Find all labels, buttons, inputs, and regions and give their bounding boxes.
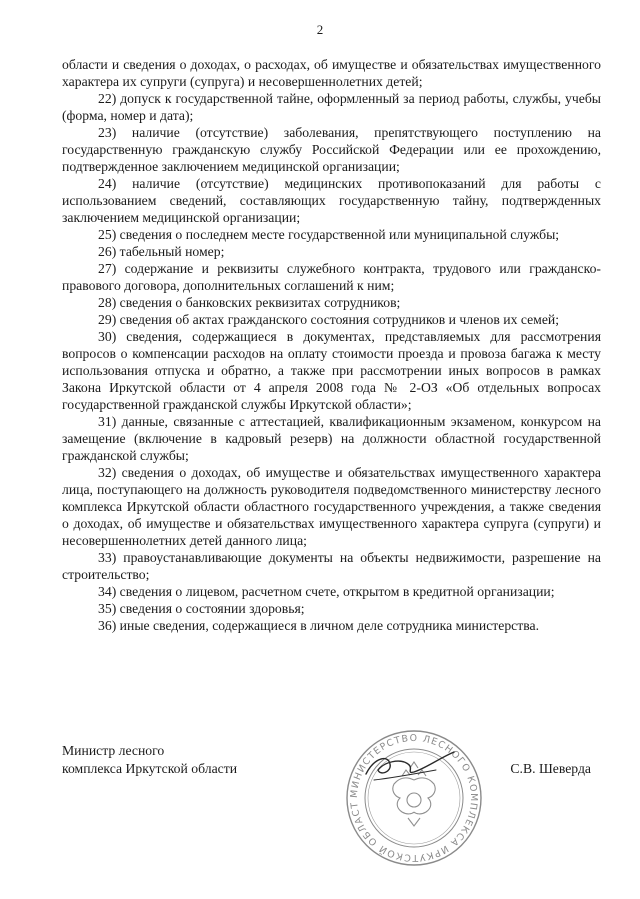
document-body <box>62 56 601 634</box>
list-item: 27) содержание и реквизиты служебного контракта, трудового или гражданско-правового договора, дополнительных соглашений к ним; <box>62 261 601 293</box>
list-item: 28) сведения о банковских реквизитах сотрудников; <box>98 295 401 310</box>
continuation-paragraph: области и сведения о доходах, о расходах, об имуществе и обязательствах имущественного характера их супруги (супруга) и несовершеннолетних детей; <box>62 57 601 89</box>
list-item: 25) сведения о последнем месте государственной или муниципальной службы; <box>98 227 560 242</box>
signer-title-line: Министр лесного <box>62 743 165 758</box>
signer-title <box>62 742 237 778</box>
seal-ring-text: МИНИСТЕРСТВО ЛЕСНОГО КОМПЛЕКСА ИРКУТСКОЙ ОБЛАСТ <box>348 732 480 864</box>
list-item: 36) иные сведения, содержащиеся в личном деле сотрудника министерства. <box>98 618 540 633</box>
list-item: 22) допуск к государственной тайне, оформленный за период работы, службы, учебы (форма, номер и дата); <box>62 91 601 123</box>
list-item: 32) сведения о доходах, об имуществе и обязательствах имущественного характера лица, поступающего на должность руководителя подведомственного министерству лесного комплекса Иркутской области областного государственного учреждения, а также сведения о доходах, об имуществе и обязательствах имущественного характера супруга (супруги) и несовершеннолетних детей данного лица; <box>62 465 601 548</box>
list-item: 26) табельный номер; <box>98 244 225 259</box>
list-item: 33) правоустанавливающие документы на объекты недвижимости, разрешение на строительство; <box>62 550 601 582</box>
list-item: 34) сведения о лицевом, расчетном счете, открытом в кредитной организации; <box>98 584 555 599</box>
signer-title-line: комплекса Иркутской области <box>62 761 238 776</box>
page-number: 2 <box>316 22 324 37</box>
list-item: 31) данные, связанные с аттестацией, квалификационным экзаменом, конкурсом на замещение (включение в кадровый резерв) на должности областной государственной гражданской службы; <box>62 414 601 463</box>
signature-block <box>62 732 601 892</box>
list-item: 23) наличие (отсутствие) заболевания, препятствующего поступлению на государственную гражданскую службу Российской Федерации или ее прохождению, подтвержденное заключением медицинской организации; <box>62 125 601 174</box>
signer-name: С.В. Шеверда <box>510 761 591 776</box>
list-item: 35) сведения о состоянии здоровья; <box>98 601 305 616</box>
list-item: 29) сведения об актах гражданского состояния сотрудников и членов их семей; <box>98 312 560 327</box>
seal-stamp-icon <box>344 728 484 868</box>
list-item: 30) сведения, содержащиеся в документах, представляемых для рассмотрения вопросов о компенсации расходов на оплату стоимости проезда и провоза багажа к месту использования отпуска и обратно, а также при рассмотрении иных вопросов в рамках Закона Иркутской области от 4 апреля 2008 года № 2-ОЗ «Об отдельных вопросах государственной гражданской службы Иркутской области»; <box>62 329 601 412</box>
official-seal <box>344 728 484 868</box>
list-item: 24) наличие (отсутствие) медицинских противопоказаний для работы с использованием сведений, составляющих государственную тайну, подтвержденных заключением медицинской организации; <box>62 176 601 225</box>
